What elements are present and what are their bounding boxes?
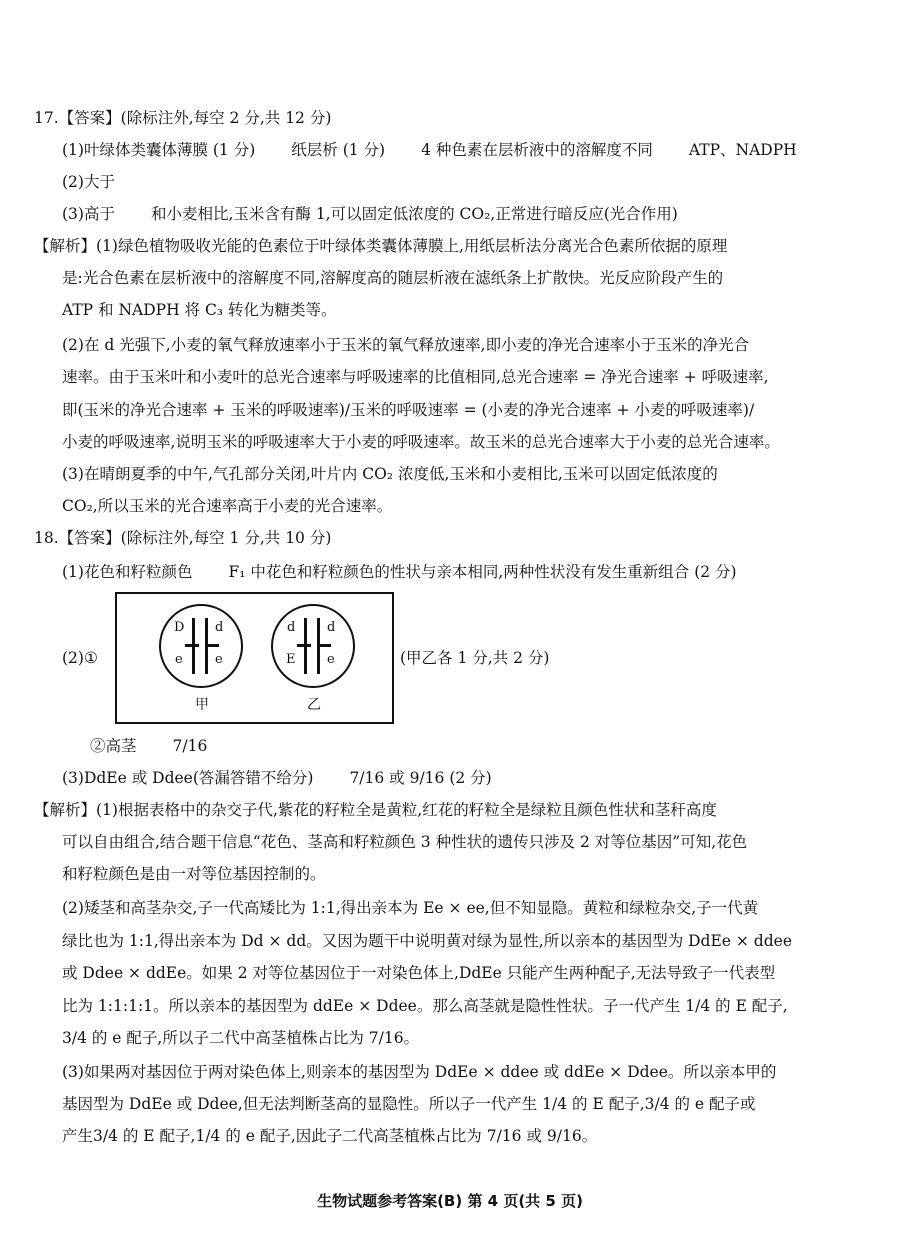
q18-answer-2b — [90, 736, 207, 756]
centromere — [297, 644, 311, 647]
q18-a3-part1: (3)DdEe 或 Ddee(答漏答错不给分) — [62, 769, 314, 787]
q18-analysis-line: 比为 1:1:1:1。所以亲本的基因型为 ddEe × Ddee。那么高茎就是隐性性状。子一代产生 1/4 的 E 配子, — [62, 997, 788, 1015]
q18-a2b-part2: 7/16 — [172, 737, 208, 755]
q17-header — [34, 108, 331, 128]
q18-analysis-line: 或 Ddee × ddEe。如果 2 对等位基因位于一对染色体上,DdEe 只能产生两种配子,无法导致子一代表型 — [62, 964, 776, 982]
q18-header-text: 【答案】(除标注外,每空 1 分,共 10 分) — [58, 529, 332, 547]
q17-analysis-line: ATP 和 NADPH 将 C₃ 转化为糖类等。 — [62, 301, 337, 319]
q18-analysis-line: 和籽粒颜色是由一对等位基因控制的。 — [62, 865, 326, 883]
cell-jia — [159, 604, 243, 688]
allele: d — [215, 620, 224, 635]
q17-a3-part1: (3)高于 — [62, 205, 115, 223]
q17-number: 17. — [34, 109, 59, 127]
centromere — [317, 644, 331, 647]
q17-answer-1 — [62, 140, 797, 160]
q18-a2b-part1: ②高茎 — [90, 737, 137, 755]
allele: d — [287, 620, 296, 635]
allele: E — [286, 652, 296, 667]
q17-analysis-line: 小麦的呼吸速率,说明玉米的呼吸速率大于小麦的呼吸速率。故玉米的总光合速率大于小麦的总光合速率。 — [62, 433, 780, 451]
allele: e — [327, 652, 335, 667]
page-footer: 生物试题参考答案(B) 第 4 页(共 5 页) — [317, 1192, 583, 1210]
q18-analysis-line: 基因型为 DdEe 或 Ddee,但无法判断茎高的显隐性。所以子一代产生 1/4 的 E 配子,3/4 的 e 配子或 — [62, 1095, 756, 1113]
q17-analysis-line: 速率。由于玉米叶和小麦叶的总光合速率与呼吸速率的比值相同,总光合速率 = 净光合速率 + 呼吸速率, — [62, 368, 769, 386]
centromere — [205, 644, 219, 647]
q18-answer-3 — [62, 768, 492, 788]
q18-number: 18. — [34, 529, 59, 547]
q17-a1-part2: 纸层析 (1 分) — [291, 141, 386, 159]
centromere — [185, 644, 199, 647]
allele: D — [174, 620, 185, 635]
q17-answer-2: (2)大于 — [62, 173, 115, 191]
q18-analysis-line: 可以自由组合,结合题干信息“花色、茎高和籽粒颜色 3 种性状的遗传只涉及 2 对等位基因”可知,花色 — [62, 833, 748, 851]
q18-answer-1 — [62, 562, 737, 582]
q17-a3-part2: 和小麦相比,玉米含有酶 1,可以固定低浓度的 CO₂,正常进行暗反应(光合作用) — [150, 205, 678, 223]
q18-answer-2-label: (2)① — [62, 649, 98, 667]
q18-a1-part2: F₁ 中花色和籽粒颜色的性状与亲本相同,两种性状没有发生重新组合 (2 分) — [228, 563, 737, 581]
allele: e — [175, 652, 183, 667]
q17-a1-part3: 4 种色素在层析液中的溶解度不同 — [421, 141, 653, 159]
q18-header — [34, 528, 331, 548]
q17-analysis-line: 【解析】(1)绿色植物吸收光能的色素位于叶绿体类囊体薄膜上,用纸层析法分离光合色素所依据的原理 — [34, 237, 728, 255]
q18-analysis-line: 产生3/4 的 E 配子,1/4 的 e 配子,因此子二代高茎植株占比为 7/16 或 9/16。 — [62, 1127, 598, 1145]
q17-analysis-line: 即(玉米的净光合速率 + 玉米的呼吸速率)/玉米的呼吸速率 = (小麦的净光合速率 + 小麦的呼吸速率)/ — [62, 401, 755, 419]
q18-analysis-line: 3/4 的 e 配子,所以子二代中高茎植株占比为 7/16。 — [62, 1029, 420, 1047]
q18-analysis-line: 绿比也为 1:1,得出亲本为 Dd × dd。又因为题干中说明黄对绿为显性,所以亲本的基因型为 DdEe × ddee — [62, 932, 792, 950]
q17-a1-part4: ATP、NADPH — [688, 141, 797, 159]
q17-analysis-line: (2)在 d 光强下,小麦的氧气释放速率小于玉米的氧气释放速率,即小麦的净光合速率小于玉米的净光合 — [62, 336, 750, 354]
q17-analysis-line: CO₂,所以玉米的光合速率高于小麦的光合速率。 — [62, 497, 393, 515]
allele: e — [215, 652, 223, 667]
q17-a1-part1: (1)叶绿体类囊体薄膜 (1 分) — [62, 141, 256, 159]
chromosome-figure — [115, 592, 394, 724]
q17-header-text: 【答案】(除标注外,每空 2 分,共 12 分) — [58, 109, 332, 127]
q18-a1-part1: (1)花色和籽粒颜色 — [62, 563, 193, 581]
cell-label-yi: 乙 — [307, 697, 321, 713]
q17-analysis-line: 是:光合色素在层析液中的溶解度不同,溶解度高的随层析液在滤纸条上扩散快。光反应阶段产生的 — [62, 269, 724, 287]
q17-analysis-line: (3)在晴朗夏季的中午,气孔部分关闭,叶片内 CO₂ 浓度低,玉米和小麦相比,玉米可以固定低浓度的 — [62, 465, 718, 483]
allele: d — [327, 620, 336, 635]
q17-answer-3 — [62, 204, 678, 224]
cell-yi — [271, 604, 355, 688]
q18-answer-2-note: (甲乙各 1 分,共 2 分) — [400, 649, 550, 667]
q18-a3-part2: 7/16 或 9/16 (2 分) — [349, 769, 492, 787]
q18-analysis-line: (2)矮茎和高茎杂交,子一代高矮比为 1:1,得出亲本为 Ee × ee,但不知显隐。黄粒和绿粒杂交,子一代黄 — [62, 899, 759, 917]
q18-analysis-line: 【解析】(1)根据表格中的杂交子代,紫花的籽粒全是黄粒,红花的籽粒全是绿粒且颜色性状和茎秆高度 — [34, 801, 717, 819]
cell-label-jia: 甲 — [195, 697, 209, 713]
q18-analysis-line: (3)如果两对基因位于两对染色体上,则亲本的基因型为 DdEe × ddee 或 ddEe × Ddee。所以亲本甲的 — [62, 1063, 777, 1081]
